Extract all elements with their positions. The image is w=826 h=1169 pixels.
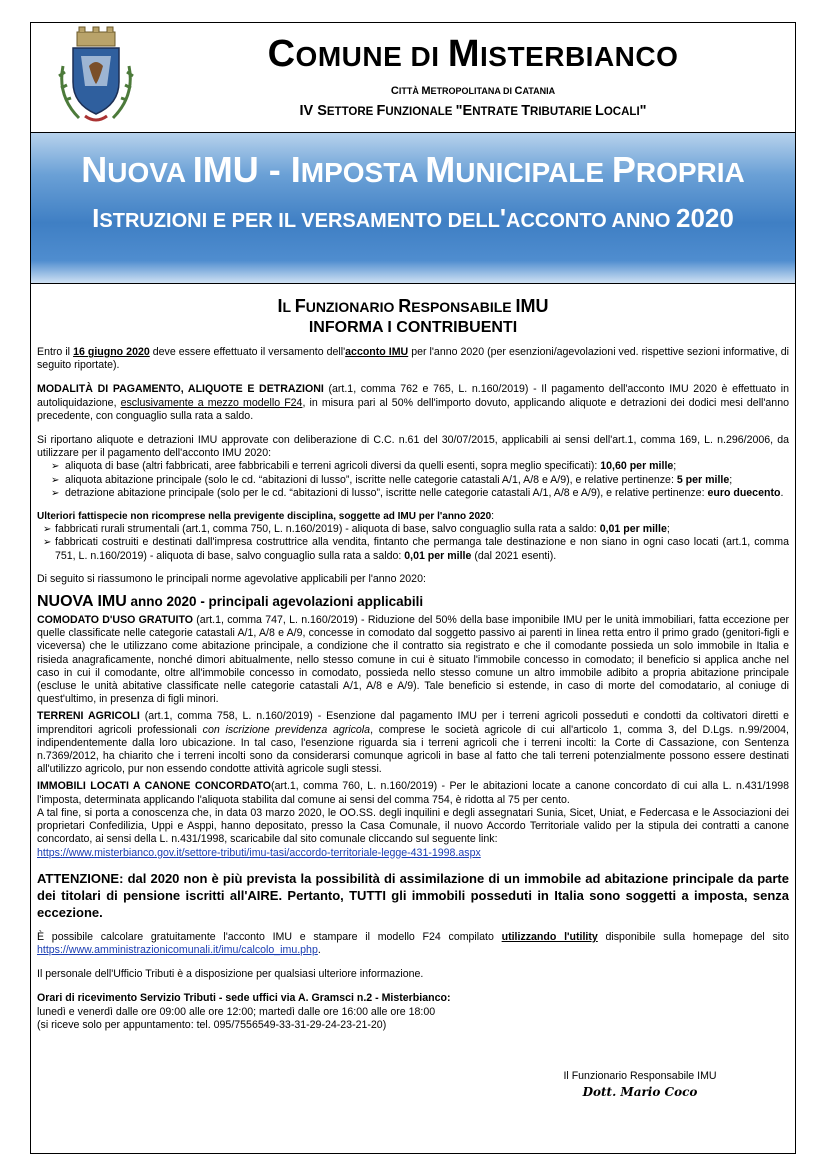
signatory-role: Il Funzionario Responsabile IMU	[563, 1070, 717, 1082]
intro-paragraph: Entro il 16 giugno 2020 deve essere effettuato il versamento dell'acconto IMU per l'anno 2020 (per esenzioni/agevolazioni ved. rispettive sezioni informative, di seguito riportate).	[37, 346, 790, 372]
list-item: ➢ aliquota abitazione principale (solo le cd. “abitazioni di lusso”, iscritte nelle categorie catastali A/1, A/8 e A/9), e relative pertinenze: 5 per mille;	[51, 474, 789, 487]
further-cases-list	[37, 523, 789, 563]
benefits-heading: NUOVA IMU anno 2020 - principali agevolazioni applicabili	[37, 593, 424, 611]
payment-method-paragraph: MODALITÀ DI PAGAMENTO, ALIQUOTE E DETRAZIONI (art.1, comma 762 e 765, L. n.160/2019) - Il pagamento dell'acconto IMU 2020 è effettuato in autoliquidazione, esclusivamente a mezzo modello F24, in misura pari al 50% dell'importo dovuto, applicando aliquote e detrazioni dei dodici mesi dell'anno precedente, con conguaglio sulla rata a saldo.	[37, 383, 789, 422]
notice-subheading: INFORMA I CONTRIBUENTI	[308, 319, 518, 336]
text-run: ESPONSABILE	[411, 299, 516, 315]
text-run: NTRATE	[472, 106, 522, 118]
text-run: "	[639, 103, 647, 119]
free-loan-section: COMODATO D'USO GRATUITO (art.1, comma 747, L. n.160/2019) - Riduzione del 50% della base imponibile IMU per le unità immobiliari, fatta eccezione per quelle classificate nelle categorie catastali A/1, A/8 e A/9, concesse in comodato dal soggetto passivo ai parenti in linea retta entro il primo grado (genitori-figli e viceversa) che le utilizzano come abitazione principale, a condizione che il contratto sia registrato e che il comodante possieda un solo immobile in Italia e risieda anagraficamente, nonché dimori abitualmente, nello stesso comune in cui è situato l'immobile concesso in comodato; il beneficio si applica anche nel caso in cui il comodante, oltre all'immobile concesso in comodato, possieda nello stesso comune un altro immobile adibito a propria abitazione principale (escluse le unità abitative classificate nelle categorie catastali A/1, A/8 e A/9). Tale beneficio si estende, in caso di morte del comodatario, al coniuge di quest'ultimo, in presenza di figli minori.	[37, 614, 789, 706]
banner-title	[31, 149, 795, 191]
summary-paragraph: Di seguito si riassumono le principali norme agevolative applicabili per l'anno 2020:	[37, 572, 426, 585]
rates-list	[37, 460, 789, 500]
metropolitan-city-subtitle: CITTÀ METROPOLITANA DI CATANIA	[390, 85, 556, 97]
territorial-agreement-paragraph: A tal fine, si porta a conoscenza che, in data 03 marzo 2020, le OO.SS. degli inquilini e degli assegnatari Sunia, Sicet, Uniat, e Federcasa e le Associazioni dei proprietari Confedilizia, Uppi e Asppi, hanno depositato, presso la Casa Comunale, il nuovo Accordo Territoriale valido per la stipula dei contratti a canone concordato, ai sensi della L. n.431/1998, scaricabile dal sito comunale cliccando sul seguente link: https://www.misterbianco.gov.it/settore-tributi/imu-tasi/accordo-territoriale-legge-431-1998.aspx	[37, 806, 789, 859]
text-run: UNICIPALE	[455, 157, 612, 188]
text-run: UNZIONALE	[385, 106, 456, 118]
text-run: ACCONTO ANNO	[506, 210, 676, 232]
text-run: UOVA	[107, 157, 193, 188]
warning-paragraph: ATTENZIONE: dal 2020 non è più prevista la possibilità di assimilazione di un immobile ad abitazione principale da parte dei titolari di pensione iscritti all'AIRE. Pertanto, TUTTI gli immobili posseduti in Italia sono soggetti a imposta, senza eccezione.	[37, 870, 789, 920]
agreement-link[interactable]: https://www.misterbianco.gov.it/settore-tributi/imu-tasi/accordo-territoriale-legge-431-1998.aspx	[37, 846, 481, 859]
text-run: IV	[299, 103, 318, 119]
list-item: ➢ fabbricati costruiti e destinati dall'impresa costruttrice alla vendita, fintanto che permanga tale destinazione e non siano in ogni caso locati (art.1, comma 751, L. n.160/2019) - aliquota di base, salvo conguaglio sulla rata a saldo: 0,01 per mille (dal 2021 esenti).	[43, 536, 789, 562]
text-run: UNZIONARIO	[305, 299, 399, 315]
title-banner	[31, 133, 795, 284]
calculation-paragraph: È possibile calcolare gratuitamente l'acconto IMU e stampare il modello F24 compilato utilizzando l'utility disponibile sulla homepage del sito https://www.amministrazionicomunali.it/imu/calcolo_imu.php.	[37, 930, 789, 956]
list-item: ➢ detrazione abitazione principale (solo per le cd. “abitazioni di lusso”, iscritte nelle categorie catastali A/1, A/8 e A/9), e relative pertinenze: euro duecento.	[51, 487, 789, 500]
agricultural-land-section: TERRENI AGRICOLI (art.1, comma 758, L. n.160/2019) - Esenzione dal pagamento IMU per i terreni agricoli posseduti e condotti da coltivatori diretti e imprenditori agricoli professionali con iscrizione previdenza agricola, comprese le società agricole di cui all'articolo 1, comma 3, del D.Lgs. n.99/2004, indipendentemente dalla loro ubicazione. In tal caso, l'esenzione riguarda sia i terreni agricoli che i terreni incolti: la Corte di Cassazione, con Sentenza n.7369/2012, ha chiarito che i terreni incolti sono da considerarsi comunque agricoli in base al fatto che tali terreni potenzialmente possono essere destinati all'utilizzo agricolo, pur non essendo condotte attività agricole sugli stessi.	[37, 710, 789, 776]
rates-intro: Si riportano aliquote e detrazioni IMU approvate con deliberazione di C.C. n.61 del 30/07/2015, applicabili ai sensi dell'art.1, comma 169, L. n.296/2006, da utilizzare per il pagamento dell'acconto IMU 2020:	[37, 434, 789, 460]
office-hours-heading: Orari di ricevimento Servizio Tributi - sede uffici via A. Gramsci n.2 - Misterbianco:	[37, 992, 451, 1005]
text-run: '	[499, 203, 506, 233]
text-run: M	[425, 149, 456, 190]
text-run: R	[398, 296, 412, 316]
municipal-crest-icon	[49, 26, 143, 128]
department-subtitle	[151, 103, 795, 119]
notice-heading	[37, 295, 789, 318]
calculator-link[interactable]: https://www.amministrazionicomunali.it/imu/calcolo_imu.php	[37, 943, 318, 956]
banner-subtitle	[31, 203, 795, 234]
text-run: F	[376, 103, 386, 119]
staff-paragraph: Il personale dell'Ufficio Tributi è a disposizione per qualsiasi ulteriore informazione.	[37, 968, 424, 981]
text-run: RIBUTARIE	[530, 106, 595, 118]
list-item: ➢ aliquota di base (altri fabbricati, aree fabbricabili e terreni agricoli diversi da quelli esenti, sopra meglio specificati): 10,60 per mille;	[51, 460, 789, 473]
list-item: ➢ fabbricati rurali strumentali (art.1, comma 750, L. n.160/2019) - aliquota di base, salvo conguaglio sulla rata a saldo: 0,01 per mille;	[43, 523, 789, 536]
text-run: ETTORE	[326, 106, 377, 118]
signature-block	[540, 1070, 740, 1099]
text-run: S	[317, 103, 327, 119]
text-run: P	[611, 149, 636, 190]
text-run: L	[282, 299, 295, 315]
letterhead	[31, 23, 795, 133]
office-hours-days: lunedì e venerdì dalle ore 09:00 alle ore 12:00; martedì dalle ore 16:00 alle ore 18:00	[37, 1005, 436, 1018]
text-run: STRUZIONI E PER IL VERSAMENTO DELL	[99, 210, 500, 232]
notice-body	[37, 293, 789, 1032]
text-run: L	[595, 103, 604, 119]
text-run: 2020	[676, 203, 734, 233]
text-run: F	[294, 296, 306, 316]
text-run: T	[521, 103, 531, 119]
text-run: IMU	[515, 296, 549, 316]
text-run: N	[81, 149, 108, 190]
office-hours-appointment: (si riceve solo per appuntamento: tel. 095/7556549-33-31-29-24-23-21-20)	[37, 1018, 387, 1031]
text-run: "E	[455, 103, 473, 119]
text-run: I	[277, 296, 283, 316]
rented-property-section: IMMOBILI LOCATI A CANONE CONCORDATO(art.1, comma 760, L. n.160/2019) - Per le abitazioni locate a canone concordato di cui alla L. n.431/1998 l'imposta, determinata applicando l'aliquota stabilita dal comune ai sensi del comma 754, è ridotta al 75 per cento.	[37, 780, 789, 806]
document-page	[30, 22, 796, 1154]
text-run: MPOSTA	[300, 157, 426, 188]
office-hours	[37, 992, 789, 1032]
text-run: OCALI	[603, 106, 640, 118]
text-run: ROPRIA	[635, 157, 745, 188]
further-cases-heading: Ulteriori fattispecie non ricomprese nella previgente disciplina, soggette ad IMU per l'anno 2020:	[37, 510, 495, 523]
municipality-title: COMUNE DI MISTERBIANCO	[267, 33, 679, 75]
text-run: I	[92, 203, 100, 233]
signatory-name: Dott. Mario Coco	[582, 1085, 698, 1099]
text-run: IMU - I	[192, 149, 301, 190]
